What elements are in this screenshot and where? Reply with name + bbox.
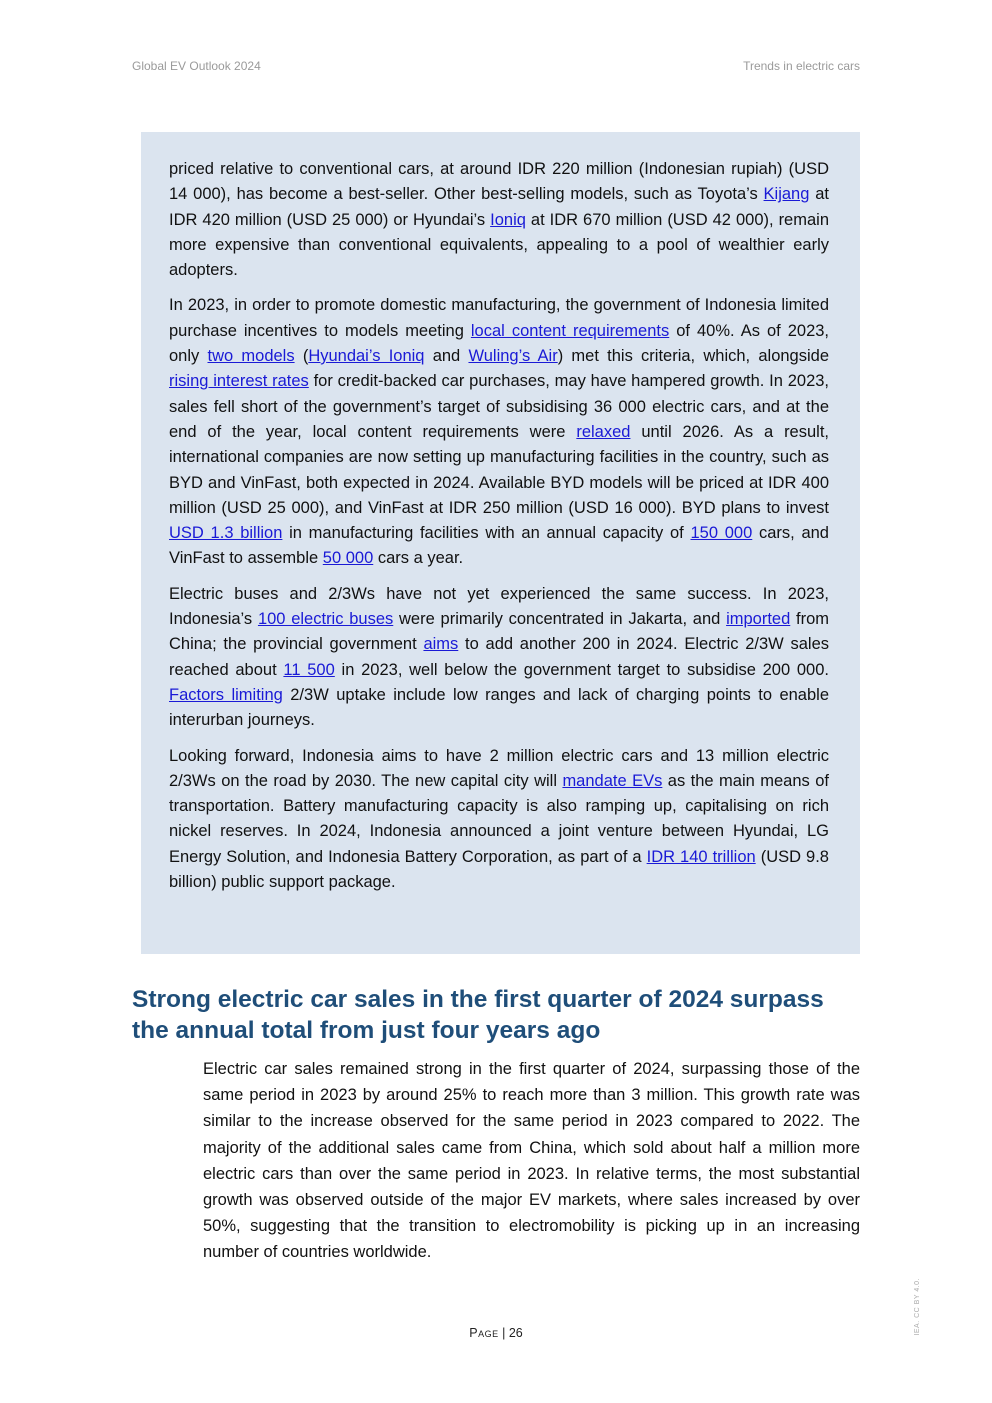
link-factors-limiting[interactable]: Factors limiting — [169, 685, 283, 704]
link-relaxed[interactable]: relaxed — [576, 422, 631, 441]
page-footer — [0, 1326, 992, 1340]
header-document-title: Global EV Outlook 2024 — [132, 59, 261, 73]
link-usd-1-3-billion[interactable]: USD 1.3 billion — [169, 524, 283, 543]
link-11500[interactable]: 11 500 — [283, 660, 335, 679]
indonesia-case-box — [141, 132, 860, 954]
link-aims[interactable]: aims — [423, 635, 459, 654]
license-note: IEA. CC BY 4.0. — [914, 1278, 921, 1336]
box-paragraph-1: priced relative to conventional cars, at around IDR 220 million (Indonesian rupiah) (USD 14 000), has become a best-seller. Other best-selling models, such as Toyota’s Kijang at IDR 420 million (USD 25 000) or Hyundai’s Ioniq at IDR 670 million (USD 42 000), remain more expensive than conventional equivalents, appealing to a pool of wealthier early adopters. — [169, 160, 830, 280]
link-mandate-evs[interactable]: mandate EVs — [562, 771, 663, 790]
link-100-electric-buses[interactable]: 100 electric buses — [257, 610, 394, 629]
page-separator: | — [498, 1326, 509, 1340]
link-hyundai-ioniq[interactable]: Hyundai’s Ioniq — [308, 347, 425, 366]
link-local-content-requirements[interactable]: local content requirements — [470, 321, 670, 340]
box-paragraph-2: In 2023, in order to promote domestic manufacturing, the government of Indonesia limited purchase incentives to models meeting local content requirements of 40%. As of 2023, only two models (Hyundai’s Ioniq and Wuling’s Air) met this criteria, which, alongside rising interest rates for credit-backed car purchases, may have hampered growth. In 2023, sales fell short of the government’s target of subsidising 36 000 electric cars, and at the end of the year, local content requirements were relaxed until 2026. As a result, international companies are now setting up manufacturing facilities in the country, such as BYD and VinFast, both expected in 2024. Available BYD models will be priced at IDR 400 million (USD 25 000), and VinFast at IDR 250 million (USD 16 000). BYD plans to invest USD 1.3 billion in manufacturing facilities with an annual capacity of 150 000 cars, and VinFast to assemble 50 000 cars a year. — [169, 296, 830, 568]
header-chapter-title: Trends in electric cars — [743, 59, 860, 73]
link-kijang[interactable]: Kijang — [763, 185, 810, 204]
link-idr-140-trillion[interactable]: IDR 140 trillion — [646, 847, 756, 866]
page-label: Page — [469, 1326, 499, 1340]
section-body-paragraph: Electric car sales remained strong in the first quarter of 2024, surpassing those of the same period in 2023 by around 25% to reach more than 3 million. This growth rate was similar to the increase observed for the same period in 2023 compared to 2022. The majority of the additional sales came from China, which sold about half a million more electric cars than over the same period in 2023. In relative terms, the most substantial growth was observed outside of the major EV markets, where sales increased by over 50%, suggesting that the transition to electromobility is picking up in an increasing number of countries worldwide. — [203, 1060, 860, 1262]
link-ioniq[interactable]: Ioniq — [490, 210, 526, 229]
box-paragraph-3: Electric buses and 2/3Ws have not yet experienced the same success. In 2023, Indonesia’s 100 electric buses were primarily concentrated in Jakarta, and imported from China; the provincial government aims to add another 200 in 2024. Electric 2/3W sales reached about 11 500 in 2023, well below the government target to subsidise 200 000. Factors limiting 2/3W uptake include low ranges and lack of charging points to enable interurban journeys. — [169, 584, 830, 730]
link-50000[interactable]: 50 000 — [322, 549, 374, 568]
link-two-models[interactable]: two models — [207, 347, 295, 366]
link-wuling-air[interactable]: Wuling’s Air — [468, 347, 558, 366]
box-paragraph-4: Looking forward, Indonesia aims to have 2 million electric cars and 13 million electric 2/3Ws on the road by 2030. The new capital city will mandate EVs as the main means of transportation. Battery manufacturing capacity is also ramping up, capitalising on rich nickel reserves. In 2024, Indonesia announced a joint venture between Hyundai, LG Energy Solution, and Indonesia Battery Corporation, as part of a IDR 140 trillion (USD 9.8 billion) public support package. — [169, 746, 829, 892]
link-imported[interactable]: imported — [726, 610, 791, 629]
link-150000[interactable]: 150 000 — [690, 524, 753, 543]
link-rising-interest-rates[interactable]: rising interest rates — [169, 372, 309, 391]
section-heading: Strong electric car sales in the first quarter of 2024 surpass the annual total from just four years ago — [132, 986, 824, 1044]
page-number: 26 — [508, 1326, 523, 1340]
